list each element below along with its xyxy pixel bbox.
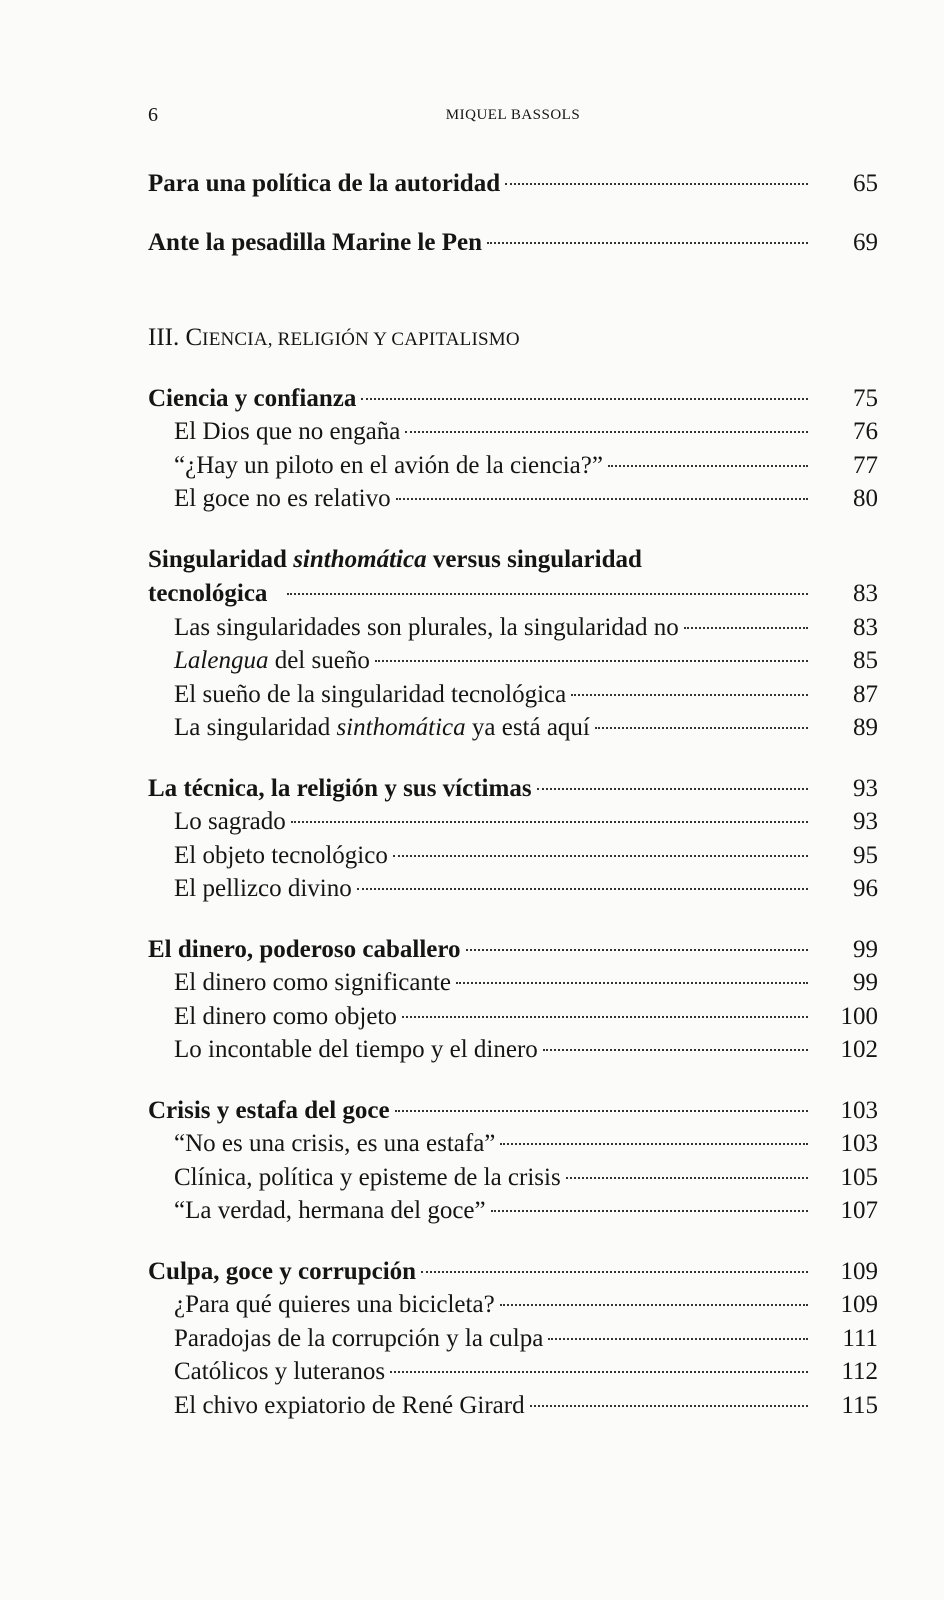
dot-leader xyxy=(537,788,808,790)
section-title-initial: C xyxy=(185,324,203,351)
running-head-author: MIQUEL BASSOLS xyxy=(445,107,581,123)
toc-entry-title: “¿Hay un piloto en el avión de la ciencia?” xyxy=(174,452,603,479)
toc-subentry xyxy=(148,614,878,648)
toc-subentry xyxy=(148,808,878,842)
dot-leader xyxy=(395,1110,808,1112)
toc-entry-page: 83 xyxy=(853,580,878,607)
toc-entry-page: 85 xyxy=(853,647,878,674)
toc-subentry xyxy=(148,647,878,681)
dot-leader xyxy=(608,465,808,467)
toc-entry-page: 102 xyxy=(840,1036,878,1063)
toc-entry-page: 103 xyxy=(840,1130,878,1157)
toc-entry-title: Ciencia y confianza xyxy=(148,385,357,412)
title-part: versus singularidad xyxy=(426,546,642,573)
toc-entry-page: 109 xyxy=(840,1291,878,1318)
toc-entry-page: 105 xyxy=(840,1164,878,1191)
toc-entry-title: Ante la pesadilla Marine le Pen xyxy=(148,229,482,256)
toc-entry-page: 93 xyxy=(853,775,878,802)
dot-leader xyxy=(390,1371,808,1373)
toc-entry-title: Culpa, goce y corrupción xyxy=(148,1258,417,1285)
toc-entry-page: 75 xyxy=(853,385,878,412)
toc-entry xyxy=(148,936,878,970)
toc-entry-page: 89 xyxy=(853,714,878,741)
toc-subentry xyxy=(148,1291,878,1325)
section-title-part: RELIGIÓN Y CAPITALISMO xyxy=(277,329,520,350)
toc-entry xyxy=(148,1258,878,1292)
toc-entry-title: Clínica, política y episteme de la crisis xyxy=(174,1164,561,1191)
dot-leader xyxy=(548,1338,808,1340)
toc-entry xyxy=(148,1097,878,1131)
toc-entry-page: 80 xyxy=(853,485,878,512)
toc-entry-page: 69 xyxy=(853,229,878,256)
toc-entry-page: 111 xyxy=(842,1325,878,1352)
toc-entry-title: El chivo expiatorio de René Girard xyxy=(174,1392,525,1419)
toc-entry-page: 100 xyxy=(840,1003,878,1030)
dot-leader xyxy=(421,1271,808,1273)
dot-leader xyxy=(684,627,808,629)
toc-entry-page: 93 xyxy=(853,808,878,835)
toc-subentry xyxy=(148,1036,878,1070)
toc-entry-title-line xyxy=(148,546,878,580)
toc-entry xyxy=(148,229,878,263)
dot-leader xyxy=(500,1304,808,1306)
dot-leader xyxy=(402,1016,808,1018)
title-part-italic: sinthomática xyxy=(336,714,466,741)
title-part: La singularidad xyxy=(174,714,337,741)
toc-entry-page: 99 xyxy=(853,936,878,963)
dot-leader xyxy=(566,1177,808,1179)
toc-entry-page: 83 xyxy=(853,614,878,641)
page-number: 6 xyxy=(148,104,158,126)
dot-leader xyxy=(357,888,808,890)
toc-subentry xyxy=(148,1392,878,1426)
toc-entry-title: Crisis y estafa del goce xyxy=(148,1097,390,1124)
toc-entry xyxy=(148,385,878,419)
title-part-italic: sinthomática xyxy=(293,546,427,573)
toc-subentry xyxy=(148,1130,878,1164)
dot-leader xyxy=(466,949,808,951)
dot-leader xyxy=(595,727,808,729)
toc-entry-title: tecnológica xyxy=(148,580,268,607)
toc-entry-title: Católicos y luteranos xyxy=(174,1358,386,1385)
toc-entry-title: El Dios que no engaña xyxy=(174,418,401,445)
toc-entry-page: 103 xyxy=(840,1097,878,1124)
toc-entry-title: Lo sagrado xyxy=(174,808,286,835)
dot-leader xyxy=(396,498,808,500)
dot-leader xyxy=(530,1405,808,1407)
section-heading xyxy=(148,324,520,352)
title-part-italic: Lalengua xyxy=(174,647,269,674)
toc-entry-title xyxy=(174,714,590,742)
toc-subentry xyxy=(148,485,878,519)
toc-subentry xyxy=(148,969,878,1003)
toc-entry-page: 112 xyxy=(841,1358,878,1385)
toc-entry-page: 96 xyxy=(853,875,878,902)
dot-leader xyxy=(487,242,808,244)
toc-entry-page: 65 xyxy=(853,170,878,197)
title-part: ya está aquí xyxy=(465,714,590,741)
toc-entry-title: “No es una crisis, es una estafa” xyxy=(174,1130,496,1157)
dot-leader xyxy=(456,982,808,984)
toc-entry-page: 99 xyxy=(853,969,878,996)
toc-entry-title: Las singularidades son plurales, la singularidad no xyxy=(174,614,679,641)
toc-entry-title: El pellizco divino xyxy=(174,875,352,902)
toc-subentry xyxy=(148,452,878,486)
toc-entry-title xyxy=(174,647,370,675)
toc-entry-title: El dinero, poderoso caballero xyxy=(148,936,461,963)
toc-subentry xyxy=(148,1197,878,1231)
toc-entry-title: “La verdad, hermana del goce” xyxy=(174,1197,486,1224)
title-part: Singularidad xyxy=(148,546,294,573)
dot-leader xyxy=(393,855,808,857)
running-head xyxy=(148,104,878,134)
toc-entry-title: El objeto tecnológico xyxy=(174,842,388,869)
toc-entry xyxy=(148,580,878,614)
toc-subentry xyxy=(148,875,878,909)
dot-leader xyxy=(291,821,808,823)
toc-entry-title: Lo incontable del tiempo y el dinero xyxy=(174,1036,538,1063)
toc-entry-title: Paradojas de la corrupción y la culpa xyxy=(174,1325,544,1352)
toc-entry-title: ¿Para qué quieres una bicicleta? xyxy=(174,1291,495,1318)
toc-entry-page: 77 xyxy=(853,452,878,479)
toc-entry-title: El goce no es relativo xyxy=(174,485,391,512)
toc-subentry xyxy=(148,1325,878,1359)
toc-entry xyxy=(148,775,878,809)
dot-leader xyxy=(543,1049,808,1051)
toc-entry-title: El sueño de la singularidad tecnológica xyxy=(174,681,567,708)
dot-leader xyxy=(287,593,808,595)
toc-subentry xyxy=(148,1358,878,1392)
dot-leader xyxy=(500,1143,808,1145)
section-title-part: IENCIA, xyxy=(202,329,278,350)
toc-subentry xyxy=(148,714,878,748)
toc-entry xyxy=(148,170,878,204)
toc-entry-page: 109 xyxy=(840,1258,878,1285)
toc-entry-page: 115 xyxy=(841,1392,878,1419)
section-numeral: III. xyxy=(148,324,186,351)
toc-entry-page: 76 xyxy=(853,418,878,445)
toc-entry-page: 87 xyxy=(853,681,878,708)
dot-leader xyxy=(571,694,808,696)
dot-leader xyxy=(361,398,808,400)
toc-entry-page: 95 xyxy=(853,842,878,869)
toc-entry-multiline xyxy=(148,546,878,580)
dot-leader xyxy=(375,660,808,662)
toc-subentry xyxy=(148,842,878,876)
toc-subentry xyxy=(148,418,878,452)
toc-entry-title: La técnica, la religión y sus víctimas xyxy=(148,775,532,802)
title-part: del sueño xyxy=(268,647,370,674)
toc-subentry xyxy=(148,1164,878,1198)
toc-subentry xyxy=(148,1003,878,1037)
toc-entry-title: El dinero como objeto xyxy=(174,1003,397,1030)
dot-leader xyxy=(405,431,808,433)
toc-entry-title: El dinero como significante xyxy=(174,969,452,996)
dot-leader xyxy=(505,183,808,185)
dot-leader xyxy=(491,1210,808,1212)
toc-subentry xyxy=(148,681,878,715)
toc-entry-title: Para una política de la autoridad xyxy=(148,170,501,197)
toc-entry-page: 107 xyxy=(840,1197,878,1224)
